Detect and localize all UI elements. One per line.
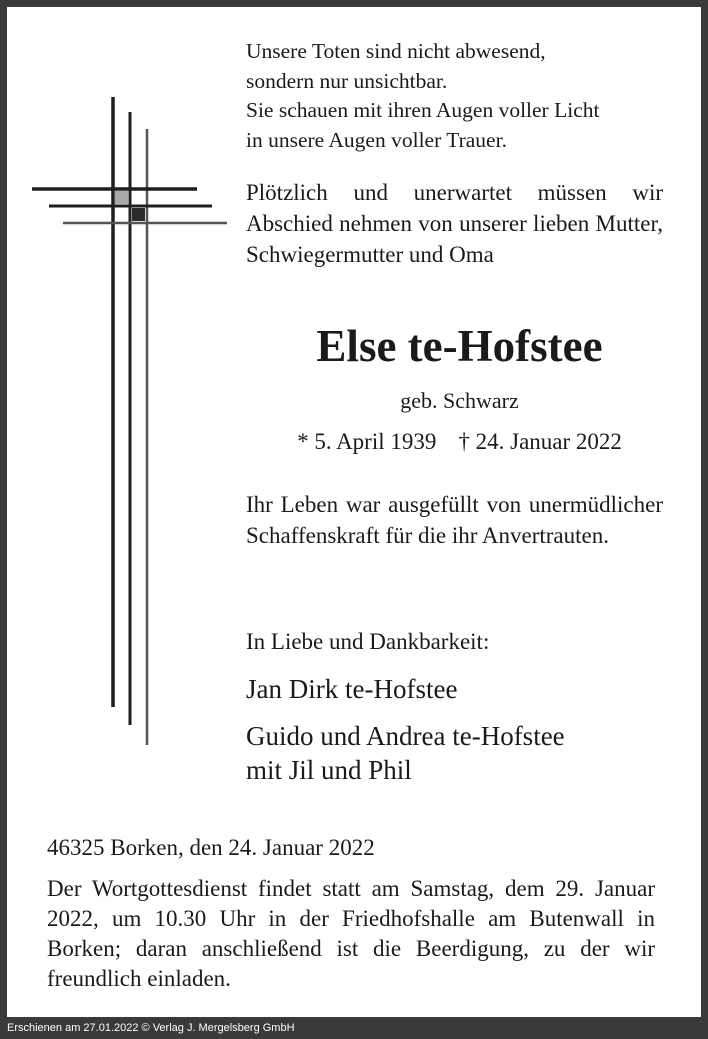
verse-line: Sie schauen mit ihren Augen voller Licht [246, 98, 600, 122]
verse-line: Unsere Toten sind nicht abwesend, [246, 39, 546, 63]
intro-text: Plötzlich und unerwartet müssen wir Abschied nehmen von unserer lieben Mutter, Schwiegermutter und Oma [246, 180, 663, 267]
mourner-name: Jan Dirk te-Hofstee [246, 674, 458, 704]
cross-light-square [115, 191, 128, 204]
cross-icon [7, 7, 247, 767]
life-text: Ihr Leben war ausgefüllt von unermüdlicher Schaffenskraft für die ihr Anvertrauten. [246, 492, 663, 548]
place-date: 46325 Borken, den 24. Januar 2022 [47, 835, 375, 860]
mourner-name: Guido und Andrea te-Hofstee [246, 721, 565, 751]
deceased-name: Else te-Hofstee [316, 321, 603, 371]
cross-dark-square [132, 208, 145, 221]
verse [246, 37, 686, 155]
life-dates [246, 427, 673, 457]
obituary-card [7, 7, 701, 1017]
verse-line: sondern nur unsichtbar. [246, 68, 448, 93]
publication-footer: Erschienen am 27.01.2022 © Verlag J. Mergelsberg GmbH [7, 1022, 295, 1034]
thanks-line: In Liebe und Dankbarkeit: [246, 629, 490, 654]
death-date: † 24. Januar 2022 [458, 429, 622, 454]
verse-line: in unsere Augen voller Trauer. [246, 127, 507, 152]
birth-date: * 5. April 1939 [297, 429, 437, 454]
maiden-name: geb. Schwarz [400, 388, 519, 413]
mourner-name: mit Jil und Phil [246, 755, 412, 785]
service-text: Der Wortgottesdienst findet statt am Samstag, dem 29. Januar 2022, um 10.30 Uhr in der Friedhofshalle am Butenwall in Borken; daran anschließend ist die Beerdigung, zu der wir freundlich einladen. [47, 876, 655, 991]
